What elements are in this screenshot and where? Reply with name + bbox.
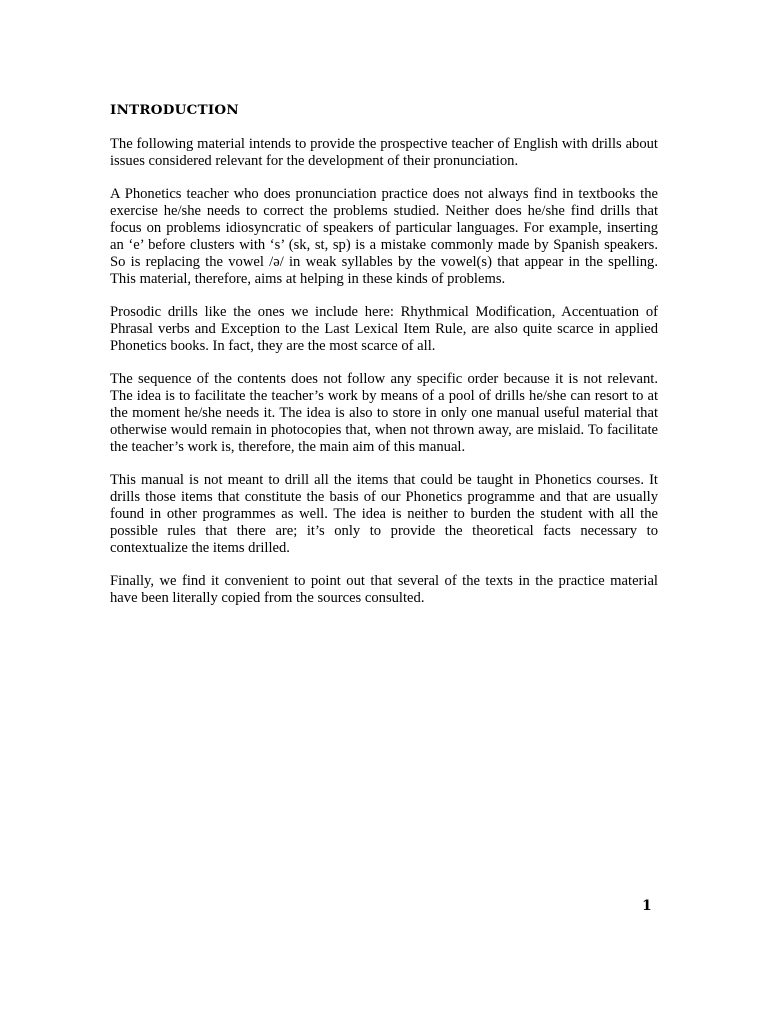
page-number: 1	[642, 898, 652, 914]
paragraph-scope: This manual is not meant to drill all the items that could be taught in Phonetics courses. It drills those items that constitute the basis of our Phonetics programme and that are usually found in other programmes as well. The idea is neither to burden the student with all the possible rules that there are; it’s only to provide the theoretical facts necessary to contextualize the items drilled.	[110, 472, 658, 556]
paragraph-prosodic-drills: Prosodic drills like the ones we include here: Rhythmical Modification, Accentuation of Phrasal verbs and Exception to the Last Lexical Item Rule, are also quite scarce in applied Phonetics books. In fact, they are the most scarce of all.	[110, 304, 658, 354]
section-heading: INTRODUCTION	[110, 102, 239, 118]
paragraph-sequence: The sequence of the contents does not follow any specific order because it is not relevant. The idea is to facilitate the teacher’s work by means of a pool of drills he/she can resort to at the moment he/she needs it. The idea is also to store in only one manual useful material that otherwise would remain in photocopies that, when not thrown away, are mislaid. To facilitate the teacher’s work is, therefore, the main aim of this manual.	[110, 371, 658, 455]
paragraph-problems: A Phonetics teacher who does pronunciation practice does not always find in textbooks the exercise he/she needs to correct the problems studied. Neither does he/she find drills that focus on problems idiosyncratic of speakers of particular languages. For example, inserting an ‘e’ before clusters with ‘s’ (sk, st, sp) is a mistake commonly made by Spanish speakers. So is replacing the vowel /ə/ in weak syllables by the vowel(s) that appear in the spelling. This material, therefore, aims at helping in these kinds of problems.	[110, 186, 658, 287]
paragraph-purpose: The following material intends to provide the prospective teacher of English with drills about issues considered relevant for the development of their pronunciation.	[110, 136, 658, 169]
paragraph-sources: Finally, we find it convenient to point out that several of the texts in the practice material have been literally copied from the sources consulted.	[110, 573, 658, 606]
document-page	[110, 100, 658, 623]
